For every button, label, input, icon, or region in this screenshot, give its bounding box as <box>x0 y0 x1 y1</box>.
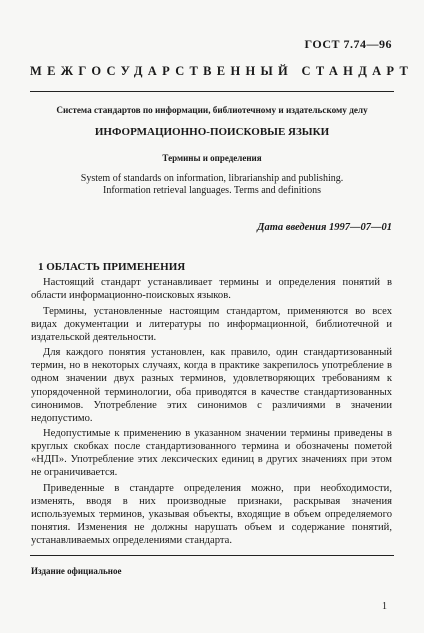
standards-series: Система стандартов по информации, библиотечному и издательскому делу <box>56 105 368 115</box>
gost-code: ГОСТ 7.74—96 <box>304 37 392 51</box>
interstate-standard-title: МЕЖГОСУДАРСТВЕННЫЙ СТАНДАРТ <box>30 64 414 78</box>
document-subtitle: Термины и определения <box>162 153 262 163</box>
english-title-line-1: System of standards on information, librarianship and publishing. <box>80 173 344 184</box>
top-divider <box>30 91 394 92</box>
paragraph: Недопустимые к применению в указанном значении термины приведены в круглых скобках после стандартизованного термина и обозначены пометой «НДП». Употребление этих лексических единиц в других значениях при этом не ограничивается. <box>31 428 392 479</box>
english-title-line-2: Information retrieval languages. Terms and definitions <box>103 185 321 196</box>
effective-date: Дата введения 1997—07—01 <box>257 222 392 233</box>
paragraph: Настоящий стандарт устанавливает термины и определения понятий в области информационно-поисковых языков. <box>31 277 392 302</box>
page-number: 1 <box>382 601 387 612</box>
paragraph: Термины, установленные настоящим стандартом, применяются во всех видах документации и литературы по информационной, библиотечной и издательской деятельности. <box>31 305 392 343</box>
section-body <box>31 276 392 550</box>
bottom-divider <box>30 555 394 556</box>
section-heading: 1 ОБЛАСТЬ ПРИМЕНЕНИЯ <box>38 261 186 273</box>
official-edition-label: Издание официальное <box>31 566 122 576</box>
paragraph: Для каждого понятия установлен, как правило, один стандартизованный термин, но в некоторых случаях, когда в практике закрепилось употребление в одном значении двух разных терминов, удовлетворяющих требованиям к упорядоченной терминологии, оба приводятся в качестве стандартизованных синонимов. Употребление этих синонимов с различиями в значении недопустимо. <box>31 347 392 424</box>
paragraph: Приведенные в стандарте определения можно, при необходимости, изменять, вводя в них производные признаки, раскрывая значения используемых терминов, указывая объекты, входящие в объем определяемого понятия. Изменения не должны нарушать объем и содержание понятий, устанавливаемых определениями стандарта. <box>31 482 392 547</box>
document-title: ИНФОРМАЦИОННО-ПОИСКОВЫЕ ЯЗЫКИ <box>94 126 330 138</box>
